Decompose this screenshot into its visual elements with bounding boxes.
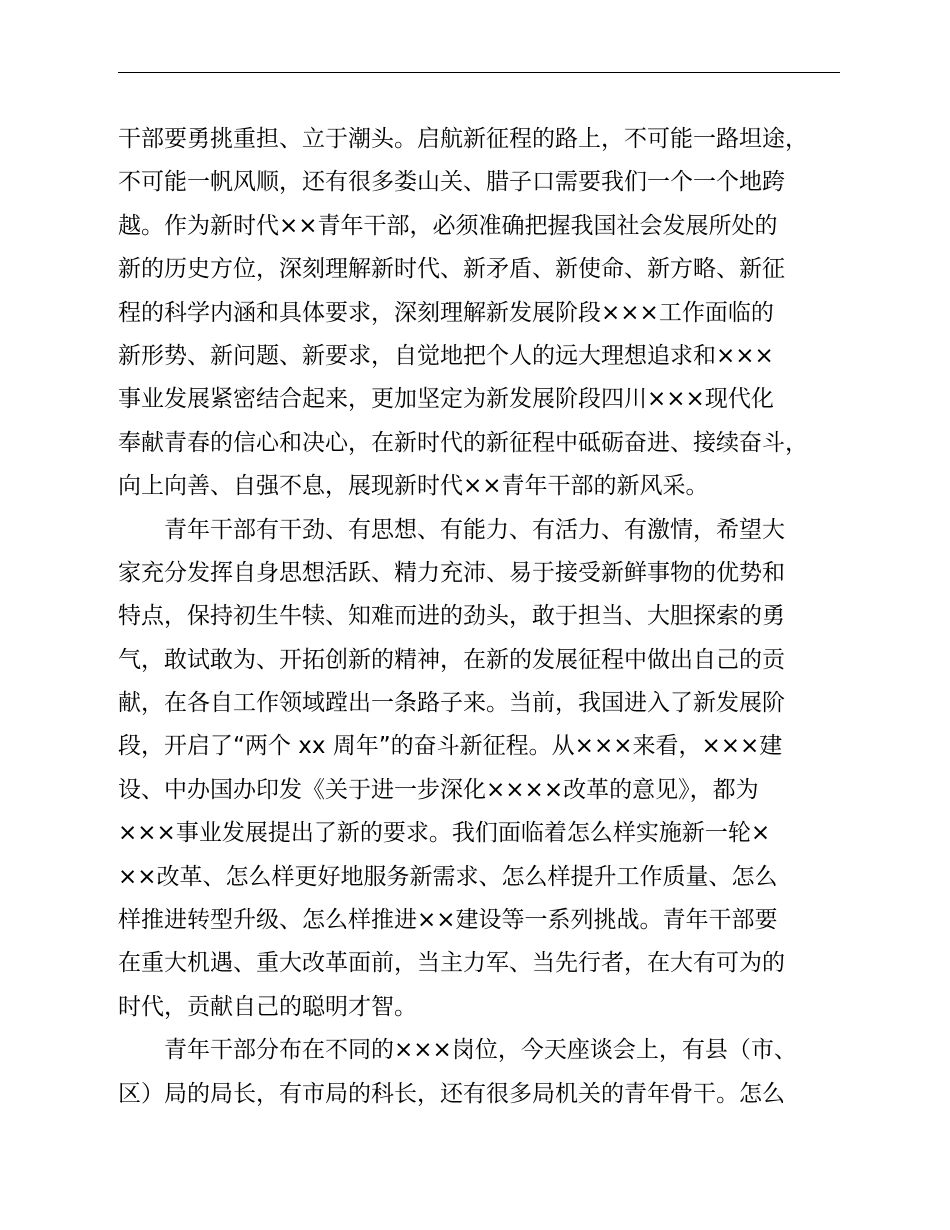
- text-line: 家充分发挥自身思想活跃、精力充沛、易于接受新鲜事物的优势和: [118, 559, 785, 586]
- text-line: ××改革、怎么样更好地服务新需求、怎么样提升工作质量、怎么: [118, 863, 778, 890]
- text-line: 干部要勇挑重担、立于潮头。启航新征程的路上，不可能一路坦途，: [118, 126, 808, 152]
- text-line: 时代，贡献自己的聪明才智。: [118, 993, 417, 1020]
- text-line: 向上向善、自强不息，展现新时代××青年干部的新风采。: [118, 473, 709, 500]
- text-line: 气，敢试敢为、开拓创新的精神，在新的发展征程中做出自己的贡: [118, 646, 785, 673]
- text-line: 程的科学内涵和具体要求，深刻理解新发展阶段×××工作面临的: [118, 299, 774, 326]
- text-line: 在重大机遇、重大改革面前，当主力军、当先行者，在大有可为的: [118, 950, 785, 977]
- text-line: 区）局的局长，有市局的科长，还有很多局机关的青年骨干。怎么: [118, 1080, 785, 1107]
- text-line: 青年干部有干劲、有思想、有能力、有活力、有激情，希望大: [164, 516, 785, 543]
- header-rule: [118, 72, 840, 73]
- text-line: 特点，保持初生牛犊、知难而进的劲头，敢于担当、大胆探索的勇: [118, 603, 785, 630]
- text-line: 设、中办国办印发《关于进一步深化××××改革的意见》，都为: [118, 776, 759, 803]
- body-text: [118, 118, 854, 1116]
- paragraph-3: [118, 1029, 854, 1116]
- paragraph-1: [118, 118, 854, 509]
- text-line: ×××事业发展提出了新的要求。我们面临着怎么样实施新一轮×: [118, 820, 771, 847]
- text-line: 段，开启了“两个 xx 周年”的奋斗新征程。从×××来看，×××建: [118, 733, 783, 760]
- text-line: 事业发展紧密结合起来，更加坚定为新发展阶段四川×××现代化: [118, 386, 774, 413]
- text-line: 新形势、新问题、新要求，自觉地把个人的远大理想追求和×××: [118, 342, 774, 369]
- text-line: 样推进转型升级、怎么样推进××建设等一系列挑战。青年干部要: [118, 907, 778, 934]
- text-line: 越。作为新时代××青年干部，必须准确把握我国社会发展所处的: [118, 212, 778, 239]
- text-line: 新的历史方位，深刻理解新时代、新矛盾、新使命、新方略、新征: [118, 256, 785, 283]
- text-line: 青年干部分布在不同的×××岗位，今天座谈会上，有县（市、: [164, 1037, 797, 1064]
- paragraph-2: [118, 509, 854, 1030]
- text-line: 献，在各自工作领域蹚出一条路子来。当前，我国进入了新发展阶: [118, 690, 785, 717]
- text-line: 奉献青春的信心和决心，在新时代的新征程中砥砺奋进、接续奋斗，: [118, 429, 808, 456]
- text-line: 不可能一帆风顺，还有很多娄山关、腊子口需要我们一个一个地跨: [118, 169, 785, 196]
